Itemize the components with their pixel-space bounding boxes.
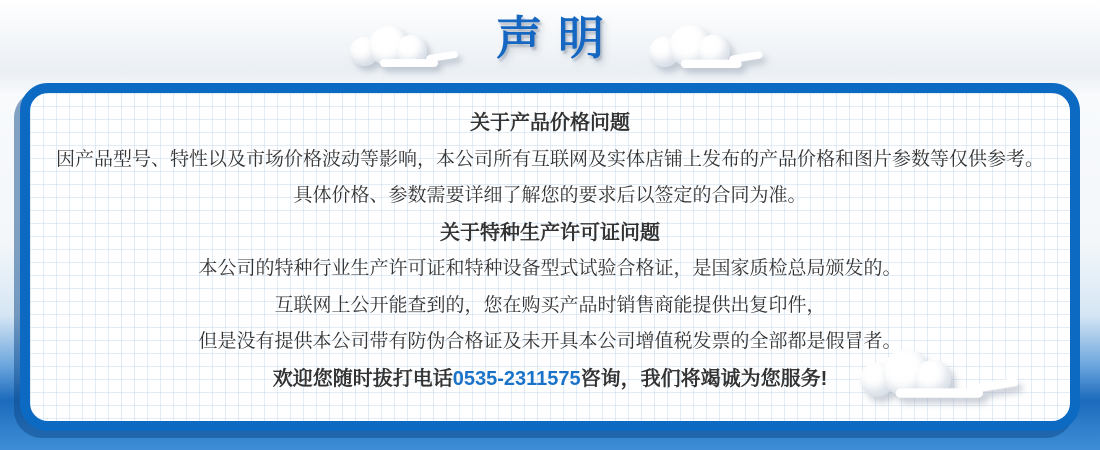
statement-line: 本公司的特种行业生产许可证和特种设备型式试验合格证，是国家质检总局颁发的。 bbox=[198, 258, 902, 279]
statement-panel bbox=[20, 83, 1080, 431]
phone-number: 0535-2311575 bbox=[452, 367, 581, 390]
header bbox=[0, 0, 1100, 83]
section-heading-price: 关于产品价格问题 bbox=[470, 112, 630, 134]
statement-line: 具体价格、参数需要详细了解您的要求后以签定的合同为准。 bbox=[293, 185, 807, 206]
section-heading-license: 关于特种生产许可证问题 bbox=[440, 221, 660, 244]
cloud-icon bbox=[858, 345, 990, 402]
statement-line: 但是没有提供本公司带有防伪合格证及未开具本公司增值税发票的全部都是假冒者。 bbox=[198, 331, 902, 352]
page-title: 声明 bbox=[496, 12, 620, 64]
contact-suffix: 咨询，我们将竭诚为您服务! bbox=[580, 367, 828, 390]
contact-prefix: 欢迎您随时拔打电话 bbox=[272, 367, 453, 390]
cloud-icon bbox=[647, 21, 765, 71]
statement-line: 因产品型号、特性以及市场价格波动等影响，本公司所有互联网及实体店铺上发布的产品价格和图片参数等仅供参考。 bbox=[55, 148, 1044, 170]
statement-line: 互联网上公开能查到的，您在购买产品时销售商能提供出复印件， bbox=[274, 294, 826, 316]
